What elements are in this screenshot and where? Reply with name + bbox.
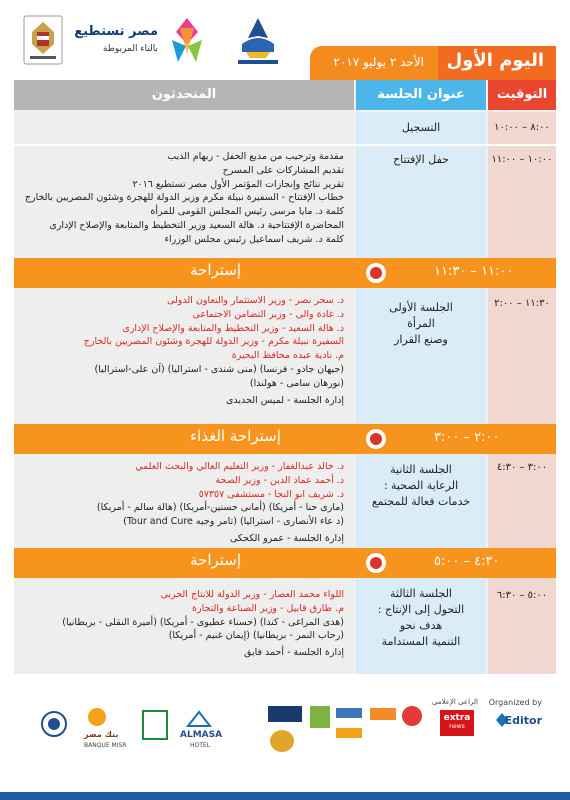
session-3-title-line2: التحول إلى الإنتاج : bbox=[377, 603, 465, 616]
banque-misr-logo-icon bbox=[88, 708, 106, 726]
session-1-time: ١١:٣٠ – ٢:٠٠ bbox=[494, 298, 550, 309]
speaker-line: مقدمة وترحيب من مذيع الحفل - ريهام الديب bbox=[167, 151, 344, 162]
speaker-line: د. أحمد عماد الدين - وزير الصحة bbox=[215, 474, 344, 486]
banque-misr-logo-ar: بنك مصر bbox=[84, 730, 119, 739]
session-1-moderator: إدارة الجلسة - لميس الحديدى bbox=[225, 394, 344, 406]
day-title: اليوم الأول bbox=[446, 50, 544, 71]
session-1-title bbox=[356, 300, 486, 348]
extra-news-logo-text: extra bbox=[443, 713, 471, 723]
speaker-line: تقديم المشاركات على المسرح bbox=[222, 164, 344, 176]
coffee-icon bbox=[366, 553, 386, 573]
session-2-title-line1: الجلسة الثانية bbox=[390, 463, 452, 476]
almasa-logo-sub: HOTEL bbox=[190, 742, 211, 749]
speaker-line: د. شريف ابو النجا - مستشفى ٥٧٣٥٧ bbox=[198, 488, 344, 500]
speaker-line: تقرير نتائج وإنجازات المؤتمر الأول مصر تستطيع ٢٠١٦ bbox=[132, 178, 344, 190]
session-3-title bbox=[356, 586, 486, 650]
registration-time: ٨:٠٠ – ١٠:٠٠ bbox=[494, 122, 550, 133]
speaker-line: كلمة د. شريف اسماعيل رئيس مجلس الوزراء bbox=[164, 233, 344, 245]
speaker-line: (رحاب النمر - بريطانيا) (إيمان غنيم - أمريكا) bbox=[168, 630, 344, 642]
speaker-line: خطاب الإفتتاح - السفيرة نبيلة مكرم وزير الدولة للهجرة وشئون المصريين بالخارج bbox=[24, 192, 344, 204]
media-sponsor-label: الراعى الإعلامى bbox=[432, 698, 478, 706]
break-2-name: إستراحة bbox=[190, 551, 242, 569]
session-3-title-line4: التنمية المستدامة bbox=[381, 635, 461, 648]
egypt-emblem-logo bbox=[22, 14, 64, 66]
session-3-title-line1: الجلسة الثالثة bbox=[389, 587, 452, 600]
column-header-title: عنوان الجلسة bbox=[356, 80, 486, 110]
sponsor-logo bbox=[402, 706, 422, 726]
banque-misr-logo-en: BANQUE MISR bbox=[84, 742, 127, 749]
opening-title: حفل الإفتتاح bbox=[393, 153, 449, 166]
session-2-title-line3: خدمات فعالة للمجتمع bbox=[371, 495, 471, 508]
speaker-line: المحاضرة الإفتتاحية د. هالة السعيد وزير التخطيط والمتابعة والإصلاح الإدارى bbox=[49, 219, 344, 231]
break-bar-2 bbox=[14, 548, 556, 578]
session-2-moderator: إدارة الجلسة - عمرو الكحكى bbox=[229, 532, 344, 544]
break-bar-1 bbox=[14, 258, 556, 288]
speaker-line: د. هالة السعيد - وزير التخطيط والمتابعة والإصلاح الإدارى bbox=[122, 322, 344, 334]
university-seal-icon bbox=[40, 710, 68, 738]
row-divider bbox=[14, 144, 556, 146]
speaker-line: كلمة د. مايا مرسى رئيس المجلس القومى للمرأة bbox=[150, 206, 344, 218]
day-banner bbox=[310, 46, 556, 80]
header bbox=[0, 0, 570, 80]
session-1-title-line1: الجلسة الأولى bbox=[389, 301, 453, 314]
presidential-initiative-logo bbox=[228, 14, 288, 70]
session-1-speakers bbox=[14, 294, 354, 407]
sponsors-strip bbox=[14, 680, 556, 770]
egypt-can-mark-icon bbox=[162, 14, 212, 66]
egypt-can-logo bbox=[74, 14, 212, 66]
speaker-line: م. طارق قابيل - وزير الصناعة والتجارة bbox=[192, 602, 344, 614]
speaker-line: (هدى المراغى - كندا) (حسناء عطيوى - أمريكا) (أميرة النقلى - بريطانيا) bbox=[62, 616, 344, 628]
speaker-line: م. نادية عبده محافظ البحيرة bbox=[231, 350, 344, 362]
opening-time: ١٠:٠٠ – ١١:٠٠ bbox=[491, 154, 553, 165]
session-2-time: ٣:٠٠ – ٤:٣٠ bbox=[496, 462, 548, 473]
sponsor-logo bbox=[310, 706, 330, 728]
sponsor-logo bbox=[268, 706, 302, 722]
editor-logo-text: Editor bbox=[504, 714, 542, 727]
sponsor-logo bbox=[270, 730, 294, 752]
speaker-line: د. خالد عبدالغفار - وزير التعليم العالي والبحث العلمي bbox=[135, 461, 344, 472]
session-1-title-line2: المرأة bbox=[407, 317, 435, 330]
session-3-title-line3: هدف نحو bbox=[399, 619, 443, 632]
session-1-title-line3: وصنع القرار bbox=[394, 333, 448, 346]
session-2-title bbox=[356, 462, 486, 510]
speaker-line: اللواء محمد العصار - وزير الدولة للانتاج الحربى bbox=[160, 589, 344, 600]
extra-news-logo-sub: news bbox=[449, 723, 465, 730]
day-date: الأحد ٢ يوليو ٢٠١٧ bbox=[333, 55, 424, 69]
lunch-break-name: إستراحة الغذاء bbox=[190, 427, 281, 445]
speaker-line: (د عاء الأنصارى - استراليا) (تامر وجيه Tour and Cure) bbox=[123, 516, 344, 528]
break-1-name: إستراحة bbox=[190, 261, 242, 279]
session-3-speakers bbox=[14, 588, 354, 660]
session-2-speakers bbox=[14, 460, 354, 546]
sponsor-logo bbox=[370, 708, 396, 720]
organized-by-label: Organized by bbox=[488, 698, 542, 707]
session-2-title-line2: الرعاية الصحية : bbox=[383, 479, 459, 492]
sponsor-logo bbox=[336, 708, 362, 718]
session-3-time: ٥:٠٠ – ٦:٣٠ bbox=[496, 590, 548, 601]
registration-title: التسجيل bbox=[401, 121, 441, 134]
speaker-line: (نورهان سامى - هولندا) bbox=[249, 377, 344, 389]
speaker-line: د. غادة والى - وزير التضامن الاجتماعى bbox=[192, 308, 344, 320]
sponsor-logo bbox=[336, 728, 362, 738]
footer-band bbox=[0, 792, 570, 800]
speaker-line: د. سحر نصر - وزير الاستثمار والتعاون الدولى bbox=[166, 295, 344, 306]
speaker-line: السفيرة نبيلة مكرم - وزير الدولة للهجرة وشئون المصريين بالخارج bbox=[83, 336, 344, 348]
egypt-can-title: مصر تستطيع bbox=[74, 24, 158, 39]
lunch-break-time: ٢:٠٠ – ٣:٠٠ bbox=[434, 430, 500, 445]
speaker-line: (مارى حنا - أمريكا) (أمانى حسنين-أمريكا) (هالة سالم - أمريكا) bbox=[96, 502, 344, 514]
extra-news-logo bbox=[440, 710, 474, 736]
break-2-time: ٤:٣٠ – ٥:٠٠ bbox=[434, 554, 500, 569]
sponsor-logo bbox=[142, 710, 168, 740]
session-3-moderator: إدارة الجلسة - أحمد فايق bbox=[244, 647, 344, 659]
egypt-can-subtitle: بالتاء المربوطة bbox=[102, 44, 158, 54]
column-header-time: التوقيت bbox=[488, 80, 556, 110]
coffee-icon bbox=[366, 263, 386, 283]
break-1-time: ١١:٠٠ – ١١:٣٠ bbox=[434, 264, 514, 279]
break-bar-lunch bbox=[14, 424, 556, 454]
almasa-logo-text: ALMASA bbox=[180, 730, 223, 740]
speaker-line: (جيهان جادو - فرنسا) (منى شندى - استراليا) (آن على-استراليا) bbox=[94, 363, 344, 375]
lunch-icon bbox=[366, 429, 386, 449]
column-header-speakers: المتحدثون bbox=[14, 80, 354, 110]
almasa-logo-icon bbox=[184, 710, 214, 728]
schedule-table bbox=[14, 80, 556, 674]
opening-speakers bbox=[14, 150, 354, 247]
